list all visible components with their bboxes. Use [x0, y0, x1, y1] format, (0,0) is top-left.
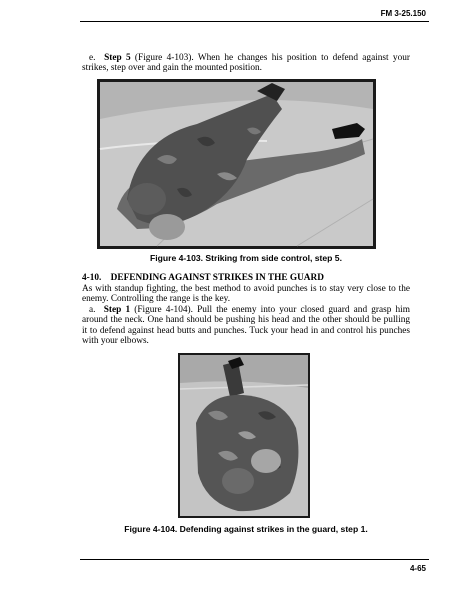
section-intro-paragraph: As with standup fighting, the best method to avoid punches is to stay very close to the enemy. Controlling the range is the key.: [82, 284, 410, 305]
step-1-paragraph: [82, 305, 410, 346]
step-label: Step 1: [103, 305, 131, 315]
side-control-photo-art: [97, 79, 376, 249]
step-5-paragraph: [82, 53, 410, 74]
header-rule: [80, 21, 429, 22]
figure-4-104-caption: Figure 4-104. Defending against strikes in the guard, step 1.: [124, 524, 368, 534]
section-heading: 4-10. DEFENDING AGAINST STRIKES IN THE GUARD: [82, 273, 324, 283]
figure-4-104-photo: [178, 353, 310, 518]
figure-4-103-photo: [97, 79, 376, 249]
para-body: (Figure 4-104). Pull the enemy into your closed guard and grasp him around the neck. One hand should be pushing his head and the other should be pulling it to defend against head butts and punches. Tuck your head in and control his punches with your elbows.: [82, 305, 410, 346]
para-letter: a.: [89, 305, 96, 315]
footer-rule: [80, 559, 429, 560]
guard-defense-photo-art: [178, 353, 310, 518]
step-label: Step 5: [104, 53, 131, 63]
manual-number: FM 3-25.150: [380, 9, 426, 18]
figure-4-103-caption: Figure 4-103. Striking from side control, step 5.: [150, 253, 342, 263]
page-number: 4-65: [409, 564, 426, 573]
para-letter: e.: [89, 53, 96, 63]
para-body: (Figure 4-103). When he changes his position to defend against your strikes, step over and gain the mounted position.: [82, 53, 410, 74]
